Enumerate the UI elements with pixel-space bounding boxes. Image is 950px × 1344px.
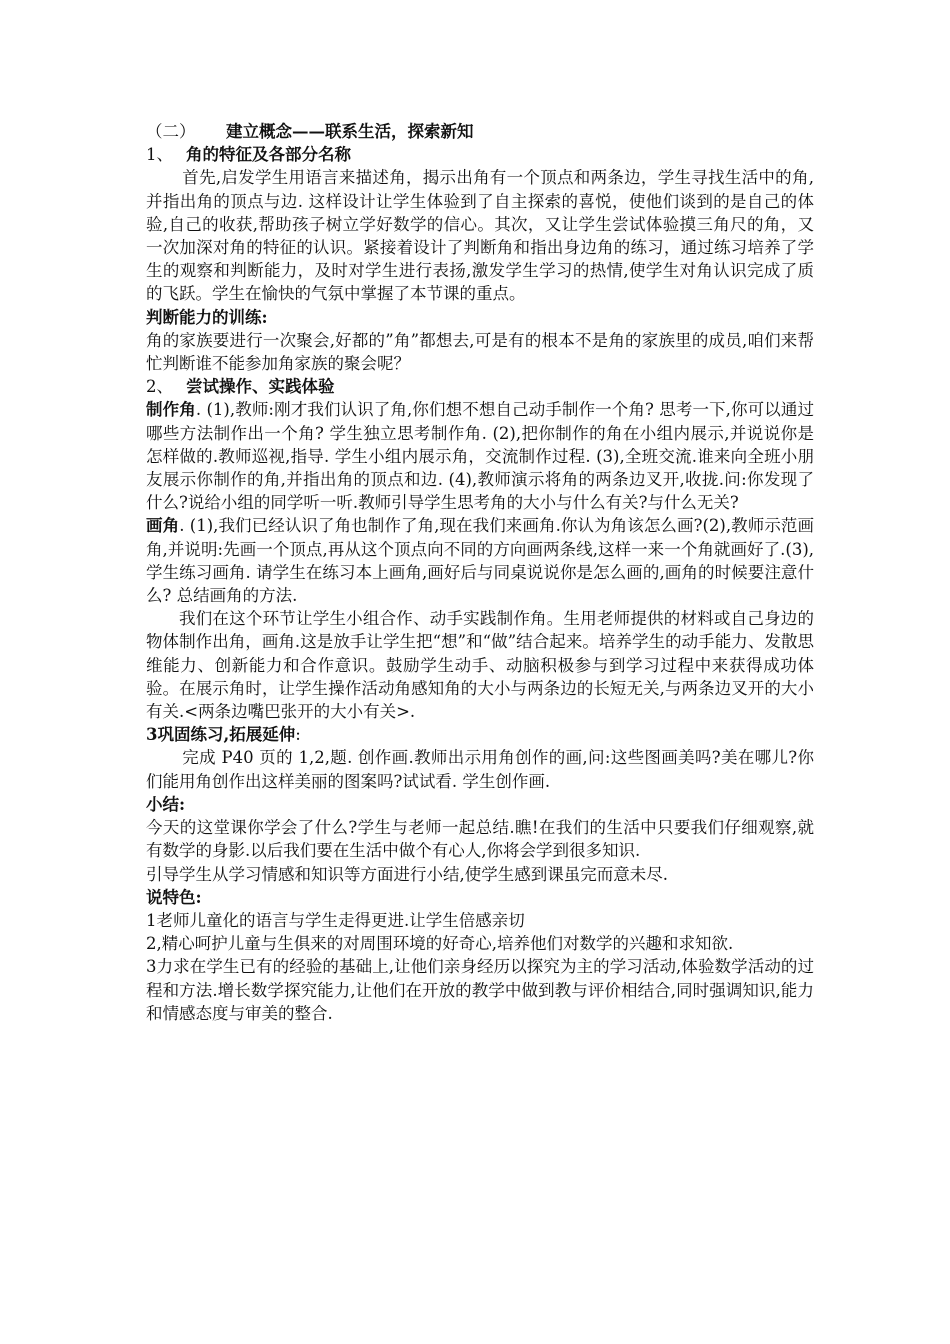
draw-angle-text: . (1),我们已经认识了角也制作了角,现在我们来画角.你认为角该怎么画?(2),教师示范画角,并说明:先画一个顶点,再从这个顶点向不同的方向画两条线,这样一来一个角就画好了.(3),学生练习画角. 请学生在练习本上画角,画好后与同桌说说你是怎么画的,画角的时候要注意什么? 总结画角的方法.: [146, 516, 815, 606]
features-item-3: 3力求在学生已有的经验的基础上,让他们亲身经历以探究为主的学习活动,体验数学活动的过程和方法.增长数学探究能力,让他们在开放的教学中做到教与评价相结合,同时强调知识,能力和情感态度与审美的整合.: [146, 957, 814, 1023]
features-heading: 说特色:: [146, 887, 202, 907]
conclusion-heading: 小结:: [146, 794, 186, 814]
conclusion-paragraph-1: 今天的这堂课你学会了什么?学生与老师一起总结.瞧!在我们的生活中只要我们仔细观察,就有数学的身影.以后我们要在生活中做个有心人,你将会学到很多知识.: [146, 818, 814, 861]
section-title: 建立概念——联系生活，探索新知: [226, 122, 474, 141]
part1-paragraph: 首先,启发学生用语言来描述角，揭示出角有一个顶点和两条边，学生寻找生活中的角,并指出角的顶点与边. 这样设计让学生体验到了自主探索的喜悦，使他们谈到的是自己的体验,自己的收获,帮助孩子树立学好数学的信心。其次，又让学生尝试体验摸三角尺的角，又一次加深对角的特征的认识。紧接着设计了判断角和指出身边角的练习，通过练习培养了学生的观察和判断能力，及时对学生进行表扬,激发学生学习的热情,使学生对角认识完成了质的飞跃。学生在愉快的气氛中掌握了本节课的重点。: [146, 168, 814, 304]
part1-number: 1、: [146, 145, 173, 165]
document-page: [146, 120, 814, 1025]
part3-colon: :: [295, 725, 301, 745]
judge-paragraph: 角的家族要进行一次聚会,好都的”角”都想去,可是有的根本不是角的家族里的成员,咱们来帮忙判断谁不能参加角家族的聚会呢？: [146, 330, 814, 374]
draw-angle-label: 画角: [146, 516, 180, 536]
make-angle-label: 制作角: [146, 400, 196, 420]
part3-heading: [146, 723, 814, 746]
section-prefix: （二）: [146, 122, 196, 141]
make-angle-paragraph: [146, 398, 814, 514]
make-angle-text: . (1),教师:刚才我们认识了角,你们想不想自己动手制作一个角? 思考一下,你可以通过哪些方法制作出一个角? 学生独立思考制作角. (2),把你制作的角在小组内展示,并说说你是怎样做的.教师巡视,指导. 学生小组内展示角，交流制作过程. (3),全班交流.谁来向全班小朋友展示你制作的角,并指出角的顶点和边. (4),教师演示将角的两条边叉开,收拢.问:你发现了什么?说给小组的同学听一听.教师引导学生思考角的大小与什么有关?与什么无关?: [146, 400, 815, 513]
part3-title: 3巩固练习,拓展延伸: [146, 725, 296, 745]
part2-title: 尝试操作、实践体验: [186, 377, 335, 397]
part3-paragraph: 完成 P40 页的 1,2,题. 创作画.教师出示用角创作的画,问:这些图画美吗?美在哪儿?你们能用角创作出这样美丽的图案吗?试试看. 学生创作画.: [146, 748, 814, 791]
draw-angle-paragraph: [146, 514, 814, 607]
part2-heading: [146, 375, 814, 398]
features-item-2: 2,精心呵护儿童与生俱来的对周围环境的好奇心,培养他们对数学的兴趣和求知欲.: [146, 934, 734, 954]
part2-number: 2、: [146, 377, 173, 397]
section-heading: [146, 120, 814, 143]
part1-heading: [146, 143, 814, 166]
part2-summary-paragraph: 我们在这个环节让学生小组合作、动手实践制作角。生用老师提供的材料或自己身边的物体制作出角，画角.这是放手让学生把“想”和“做”结合起来。培养学生的动手能力、发散思维能力、创新能力和合作意识。鼓励学生动手、动脑积极参与到学习过程中来获得成功体验。在展示角时，让学生操作活动角感知角的大小与两条边的长短无关,与两条边叉开的大小有关.<两条边嘴巴张开的大小有关>.: [146, 609, 814, 722]
conclusion-paragraph-2: 引导学生从学习情感和知识等方面进行小结,使学生感到课虽完而意未尽.: [146, 864, 668, 884]
judge-heading: 判断能力的训练:: [146, 307, 268, 327]
features-item-1: 1老师儿童化的语言与学生走得更进.让学生倍感亲切: [146, 910, 525, 930]
part1-title: 角的特征及各部分名称: [186, 145, 351, 165]
